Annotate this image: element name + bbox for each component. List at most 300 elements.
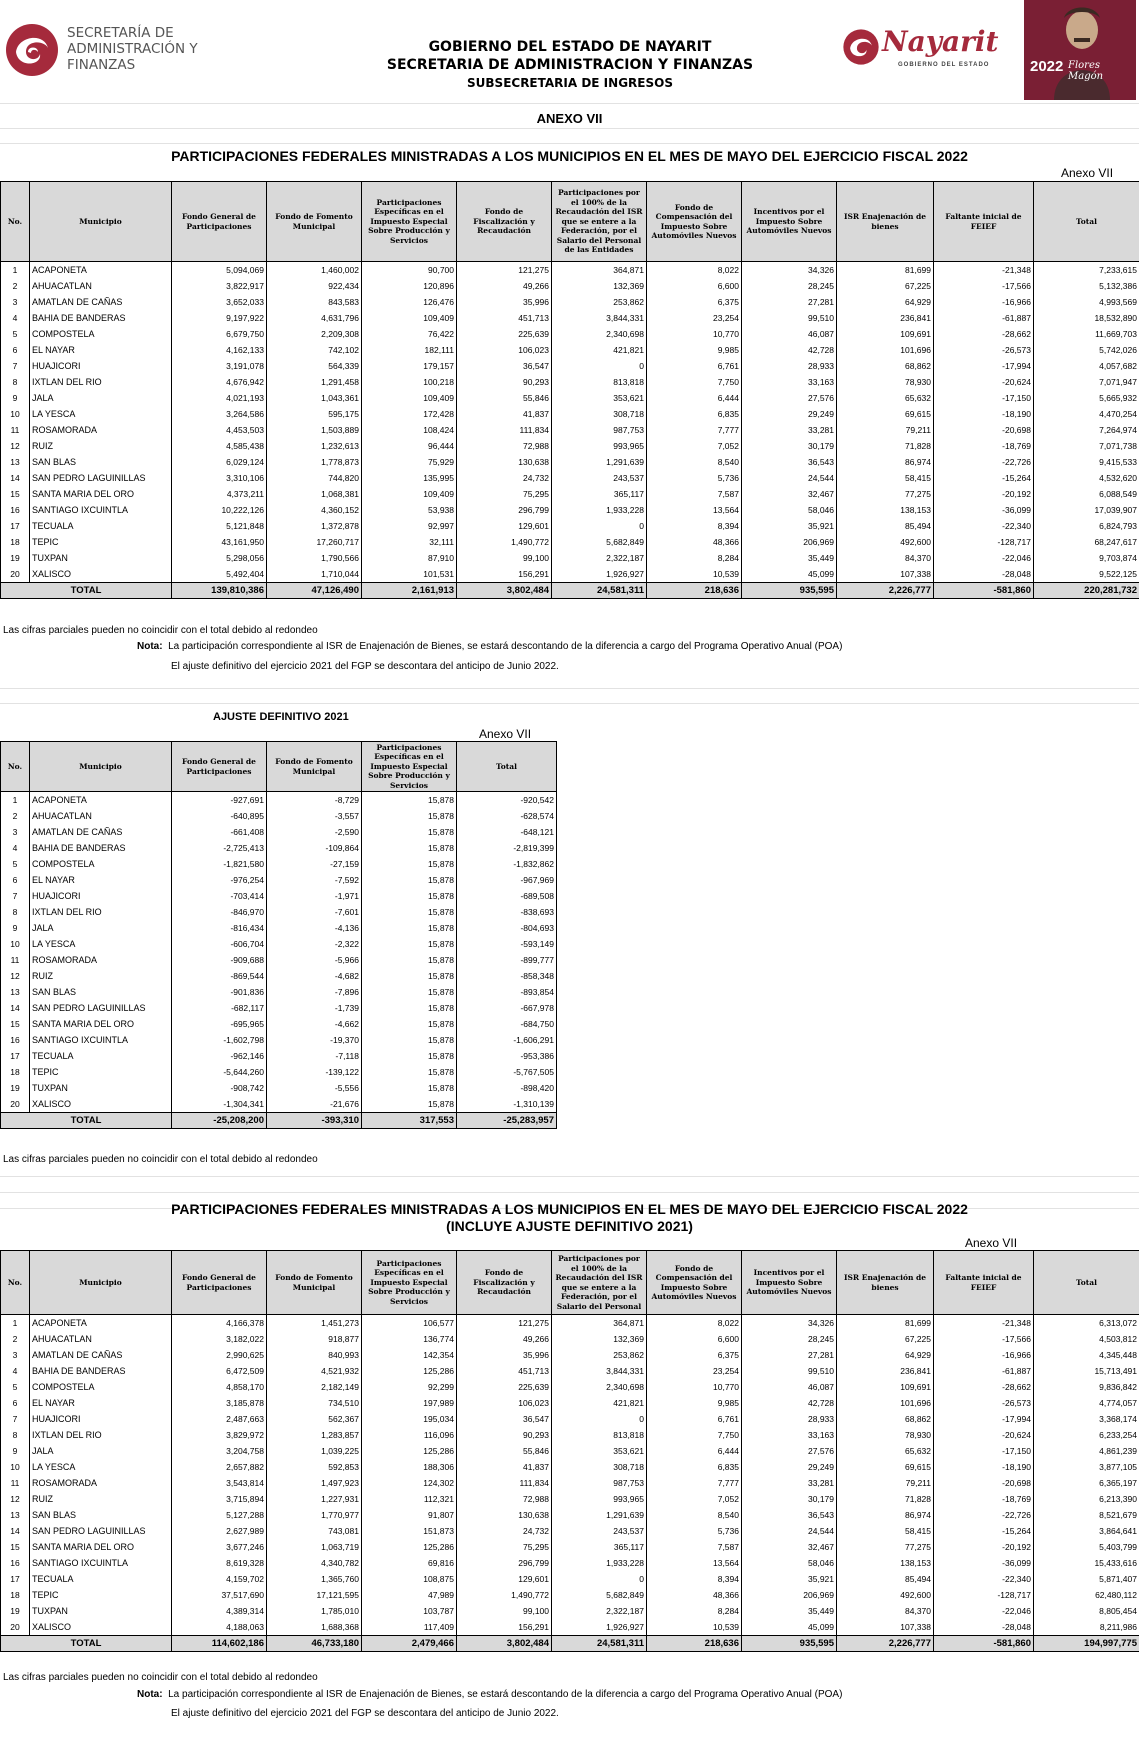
value-cell: 993,965 [552,438,647,454]
value-cell: 11,669,703 [1034,326,1139,342]
value-cell: 109,691 [837,1379,934,1395]
value-cell: 744,820 [267,470,362,486]
table-row [1,390,1139,406]
municipio-cell: AHUACATLAN [30,278,172,294]
value-cell: -16,966 [934,294,1034,310]
value-cell: 32,467 [742,1539,837,1555]
value-cell: 1,490,772 [457,1587,552,1603]
value-cell: -967,969 [457,872,557,888]
value-cell: 1,291,639 [552,454,647,470]
value-cell: 72,988 [457,438,552,454]
value-cell: 1,778,873 [267,454,362,470]
value-cell: 4,373,211 [172,486,267,502]
municipio-cell: AHUACATLAN [30,1331,172,1347]
value-cell: 78,930 [837,374,934,390]
poster-year: 2022 [1030,58,1064,75]
row-number: 1 [1,792,30,809]
row-number: 9 [1,920,30,936]
section1-col-header: Fondo de Compensación del Impuesto Sobre Automóviles Nuevos [647,182,742,262]
row-number: 19 [1,1080,30,1096]
value-cell: 6,835 [647,406,742,422]
value-cell: 6,088,549 [1034,486,1139,502]
value-cell: -28,662 [934,1379,1034,1395]
value-cell: 132,369 [552,278,647,294]
value-cell: 4,631,796 [267,310,362,326]
document-header-title [300,38,840,92]
value-cell: 7,233,615 [1034,262,1139,279]
value-cell: -5,966 [267,952,362,968]
table-row [1,566,1139,583]
value-cell: 23,254 [647,1363,742,1379]
row-number: 20 [1,1096,30,1113]
row-number: 18 [1,1064,30,1080]
row-number: 6 [1,872,30,888]
section3-note-text: La participación correspondiente al ISR de Enajenación de Bienes, se estará descontando de la diferencia a cargo del Programa Operativo Anual (POA) [168,1689,843,1700]
value-cell: 6,375 [647,1347,742,1363]
value-cell: -20,192 [934,1539,1034,1555]
value-cell: 138,153 [837,1555,934,1571]
value-cell: -640,895 [172,808,267,824]
nayarit-logo [842,20,1004,74]
value-cell: 4,166,378 [172,1315,267,1332]
row-number: 12 [1,1491,30,1507]
section2-col-header: Total [457,742,557,792]
value-cell: 116,096 [362,1427,457,1443]
value-cell: 365,117 [552,486,647,502]
value-cell: 197,989 [362,1395,457,1411]
value-cell: 100,218 [362,374,457,390]
value-cell: 8,619,328 [172,1555,267,1571]
total-value: -581,860 [934,583,1034,599]
value-cell: 5,871,407 [1034,1571,1139,1587]
municipio-cell: XALISCO [30,566,172,583]
municipio-cell: RUIZ [30,1491,172,1507]
value-cell: -703,414 [172,888,267,904]
section2-anexo: Anexo VII [479,727,532,741]
value-cell: 49,266 [457,1331,552,1347]
value-cell: 142,354 [362,1347,457,1363]
table-row [1,1587,1139,1603]
value-cell: 987,753 [552,1475,647,1491]
value-cell: 1,291,639 [552,1507,647,1523]
value-cell: -27,159 [267,856,362,872]
sfa-logo-line-1: SECRETARÍA DE [67,25,174,41]
value-cell: 33,163 [742,1427,837,1443]
value-cell: -4,662 [267,1016,362,1032]
value-cell: 4,188,063 [172,1619,267,1636]
value-cell: 84,370 [837,1603,934,1619]
value-cell: 3,844,331 [552,310,647,326]
value-cell: 132,369 [552,1331,647,1347]
value-cell: 86,974 [837,454,934,470]
value-cell: 106,023 [457,1395,552,1411]
municipio-cell: COMPOSTELA [30,326,172,342]
value-cell: -606,704 [172,936,267,952]
value-cell: 4,861,239 [1034,1443,1139,1459]
value-cell: 3,864,641 [1034,1523,1139,1539]
municipio-cell: SAN BLAS [30,454,172,470]
table-row [1,358,1139,374]
total-value: 24,581,311 [552,1636,647,1652]
nayarit-emblem-icon [842,28,880,66]
value-cell: 17,039,907 [1034,502,1139,518]
value-cell: -22,340 [934,1571,1034,1587]
flores-magon-poster [1024,0,1136,100]
table-row [1,872,557,888]
value-cell: -7,601 [267,904,362,920]
value-cell: 206,969 [742,534,837,550]
value-cell: 3,310,106 [172,470,267,486]
value-cell: 92,299 [362,1379,457,1395]
value-cell: -5,644,260 [172,1064,267,1080]
total-value: 2,226,777 [837,1636,934,1652]
value-cell: 33,281 [742,1475,837,1491]
value-cell: 6,444 [647,1443,742,1459]
total-value: 218,636 [647,1636,742,1652]
value-cell: 179,157 [362,358,457,374]
row-number: 14 [1,470,30,486]
municipio-cell: HUAJICORI [30,888,172,904]
total-label: TOTAL [1,583,172,599]
row-number: 16 [1,502,30,518]
value-cell: 0 [552,1411,647,1427]
value-cell: 18,532,890 [1034,310,1139,326]
value-cell: 112,321 [362,1491,457,1507]
value-cell: 3,829,972 [172,1427,267,1443]
value-cell: 46,087 [742,326,837,342]
value-cell: 64,929 [837,1347,934,1363]
value-cell: 7,587 [647,486,742,502]
row-number: 9 [1,1443,30,1459]
value-cell: 225,639 [457,326,552,342]
value-cell: -22,726 [934,454,1034,470]
value-cell: 296,799 [457,1555,552,1571]
row-number: 1 [1,262,30,279]
municipio-cell: AMATLAN DE CAÑAS [30,1347,172,1363]
row-number: 17 [1,1048,30,1064]
value-cell: 156,291 [457,566,552,583]
value-cell: 7,777 [647,422,742,438]
value-cell: 15,878 [362,792,457,809]
value-cell: 1,933,228 [552,502,647,518]
section1-col-header: Fondo de Fomento Municipal [267,182,362,262]
value-cell: -593,149 [457,936,557,952]
value-cell: 6,233,254 [1034,1427,1139,1443]
row-number: 13 [1,984,30,1000]
municipio-cell: BAHIA DE BANDERAS [30,840,172,856]
table-row [1,374,1139,390]
value-cell: 99,510 [742,310,837,326]
value-cell: 9,703,874 [1034,550,1139,566]
value-cell: 77,275 [837,486,934,502]
value-cell: 15,878 [362,840,457,856]
municipio-cell: TEPIC [30,1587,172,1603]
total-value: 114,602,186 [172,1636,267,1652]
section3-rounding-note: Las cifras parciales pueden no coincidir con el total debido al redondeo [3,1672,318,1683]
total-value: 24,581,311 [552,583,647,599]
value-cell: -15,264 [934,1523,1034,1539]
value-cell: 595,175 [267,406,362,422]
table-row [1,1443,1139,1459]
table-row [1,550,1139,566]
value-cell: 35,921 [742,1571,837,1587]
table-row [1,406,1139,422]
value-cell: -689,508 [457,888,557,904]
value-cell: -5,556 [267,1080,362,1096]
value-cell: 840,993 [267,1347,362,1363]
value-cell: 7,052 [647,1491,742,1507]
row-number: 16 [1,1032,30,1048]
value-cell: 182,111 [362,342,457,358]
municipio-cell: IXTLAN DEL RIO [30,374,172,390]
row-number: 4 [1,840,30,856]
municipio-cell: AHUACATLAN [30,808,172,824]
section1-col-header: ISR Enajenación de bienes [837,182,934,262]
value-cell: 32,111 [362,534,457,550]
value-cell: 69,615 [837,1459,934,1475]
value-cell: -26,573 [934,342,1034,358]
value-cell: 3,877,105 [1034,1459,1139,1475]
value-cell: -15,264 [934,470,1034,486]
row-number: 18 [1,534,30,550]
total-value: -393,310 [267,1113,362,1129]
row-number: 16 [1,1555,30,1571]
table-row [1,1427,1139,1443]
value-cell: 6,472,509 [172,1363,267,1379]
section2-title: AJUSTE DEFINITIVO 2021 [213,711,349,723]
municipio-cell: SANTA MARIA DEL ORO [30,1539,172,1555]
value-cell: 2,340,698 [552,1379,647,1395]
table-row [1,984,557,1000]
value-cell: -22,046 [934,550,1034,566]
value-cell: 37,517,690 [172,1587,267,1603]
row-number: 11 [1,422,30,438]
value-cell: 3,652,033 [172,294,267,310]
table-row [1,904,557,920]
row-number: 17 [1,1571,30,1587]
value-cell: -17,150 [934,1443,1034,1459]
table-row [1,824,557,840]
value-cell: 71,828 [837,1491,934,1507]
section3-col-header: No. [1,1251,30,1315]
total-label: TOTAL [1,1113,172,1129]
value-cell: 8,211,986 [1034,1619,1139,1636]
value-cell: 9,197,922 [172,310,267,326]
total-row [1,583,1139,599]
value-cell: 3,844,331 [552,1363,647,1379]
value-cell: 35,449 [742,550,837,566]
value-cell: 5,132,386 [1034,278,1139,294]
value-cell: 130,638 [457,1507,552,1523]
municipio-cell: ROSAMORADA [30,952,172,968]
value-cell: 27,281 [742,294,837,310]
section1-note-label: Nota: [137,641,163,652]
value-cell: 101,696 [837,342,934,358]
row-number: 8 [1,374,30,390]
table-row [1,502,1139,518]
value-cell: 4,532,620 [1034,470,1139,486]
total-value: 3,802,484 [457,583,552,599]
value-cell: 2,182,149 [267,1379,362,1395]
value-cell: 69,816 [362,1555,457,1571]
value-cell: 195,034 [362,1411,457,1427]
sfa-emblem-icon [4,22,60,78]
sfa-logo [4,20,219,80]
table-row [1,808,557,824]
value-cell: 9,522,125 [1034,566,1139,583]
value-cell: -17,994 [934,358,1034,374]
value-cell: -628,574 [457,808,557,824]
table-row [1,1379,1139,1395]
value-cell: 1,926,927 [552,566,647,583]
value-cell: 4,345,448 [1034,1347,1139,1363]
value-cell: -28,662 [934,326,1034,342]
value-cell: -962,146 [172,1048,267,1064]
municipio-cell: TUXPAN [30,1603,172,1619]
value-cell: 225,639 [457,1379,552,1395]
section2-col-header: Participaciones Específicas en el Impuesto Especial Sobre Producción y Servicios [362,742,457,792]
value-cell: 101,531 [362,566,457,583]
municipio-cell: AMATLAN DE CAÑAS [30,294,172,310]
section3-col-header: ISR Enajenación de bienes [837,1251,934,1315]
value-cell: 592,853 [267,1459,362,1475]
value-cell: 72,988 [457,1491,552,1507]
value-cell: 27,576 [742,1443,837,1459]
value-cell: 101,696 [837,1395,934,1411]
value-cell: -858,348 [457,968,557,984]
municipio-cell: COMPOSTELA [30,856,172,872]
total-value: 2,226,777 [837,583,934,599]
value-cell: -661,408 [172,824,267,840]
value-cell: -2,322 [267,936,362,952]
value-cell: 7,264,974 [1034,422,1139,438]
section1-table [0,181,1139,599]
value-cell: -28,048 [934,566,1034,583]
table-row [1,438,1139,454]
table-row [1,470,1139,486]
value-cell: 15,878 [362,1016,457,1032]
section2-col-header: Fondo General de Participaciones [172,742,267,792]
value-cell: -21,348 [934,262,1034,279]
value-cell: -804,693 [457,920,557,936]
value-cell: 42,728 [742,1395,837,1411]
table-row [1,1080,557,1096]
value-cell: 8,805,454 [1034,1603,1139,1619]
value-cell: 15,878 [362,856,457,872]
total-value: 3,802,484 [457,1636,552,1652]
value-cell: 55,846 [457,1443,552,1459]
value-cell: 24,732 [457,470,552,486]
table-row [1,1459,1139,1475]
value-cell: -20,624 [934,374,1034,390]
municipio-cell: LA YESCA [30,406,172,422]
value-cell: -28,048 [934,1619,1034,1636]
municipio-cell: ROSAMORADA [30,1475,172,1491]
value-cell: 90,700 [362,262,457,279]
row-number: 10 [1,936,30,952]
value-cell: 58,046 [742,1555,837,1571]
row-number: 20 [1,1619,30,1636]
value-cell: 3,543,814 [172,1475,267,1491]
value-cell: 2,657,882 [172,1459,267,1475]
value-cell: -20,624 [934,1427,1034,1443]
value-cell: 28,245 [742,278,837,294]
value-cell: -8,729 [267,792,362,809]
value-cell: -899,777 [457,952,557,968]
value-cell: -2,590 [267,824,362,840]
section1-col-header: Total [1034,182,1139,262]
value-cell: 6,835 [647,1459,742,1475]
value-cell: 75,295 [457,1539,552,1555]
row-number: 3 [1,294,30,310]
table-row [1,422,1139,438]
value-cell: 1,063,719 [267,1539,362,1555]
value-cell: 24,544 [742,1523,837,1539]
value-cell: 9,985 [647,342,742,358]
value-cell: -684,750 [457,1016,557,1032]
value-cell: -909,688 [172,952,267,968]
value-cell: -1,971 [267,888,362,904]
value-cell: 4,503,812 [1034,1331,1139,1347]
value-cell: 4,993,569 [1034,294,1139,310]
value-cell: 3,715,894 [172,1491,267,1507]
value-cell: 8,521,679 [1034,1507,1139,1523]
section1-col-header: Faltante inicial de FEIEF [934,182,1034,262]
row-number: 5 [1,856,30,872]
row-number: 10 [1,406,30,422]
row-number: 5 [1,326,30,342]
municipio-cell: ACAPONETA [30,792,172,809]
value-cell: 41,837 [457,1459,552,1475]
value-cell: 6,600 [647,278,742,294]
value-cell: 58,415 [837,1523,934,1539]
total-value: 2,479,466 [362,1636,457,1652]
table-row [1,1000,557,1016]
row-number: 7 [1,358,30,374]
municipio-cell: SANTA MARIA DEL ORO [30,1016,172,1032]
value-cell: 125,286 [362,1363,457,1379]
total-row [1,1113,557,1129]
section3-title: PARTICIPACIONES FEDERALES MINISTRADAS A LOS MUNICIPIOS EN EL MES DE MAYO DEL EJERCICIO FISCAL 2022 [171,1201,968,1217]
value-cell: 15,713,491 [1034,1363,1139,1379]
value-cell: 4,162,133 [172,342,267,358]
municipio-cell: BAHIA DE BANDERAS [30,310,172,326]
municipio-cell: ACAPONETA [30,1315,172,1332]
value-cell: 91,807 [362,1507,457,1523]
value-cell: 48,366 [647,534,742,550]
value-cell: 90,293 [457,374,552,390]
value-cell: 1,068,381 [267,486,362,502]
value-cell: 5,094,069 [172,262,267,279]
value-cell: 125,286 [362,1539,457,1555]
total-value: 317,553 [362,1113,457,1129]
value-cell: 15,878 [362,888,457,904]
value-cell: 843,583 [267,294,362,310]
value-cell: 117,409 [362,1619,457,1636]
municipio-cell: IXTLAN DEL RIO [30,1427,172,1443]
value-cell: 35,921 [742,518,837,534]
value-cell: -17,150 [934,390,1034,406]
value-cell: -695,965 [172,1016,267,1032]
table-row [1,1619,1139,1636]
value-cell: 65,632 [837,1443,934,1459]
table-row [1,952,557,968]
value-cell: 4,521,932 [267,1363,362,1379]
value-cell: 7,587 [647,1539,742,1555]
row-number: 7 [1,1411,30,1427]
value-cell: -4,136 [267,920,362,936]
value-cell: 813,818 [552,374,647,390]
